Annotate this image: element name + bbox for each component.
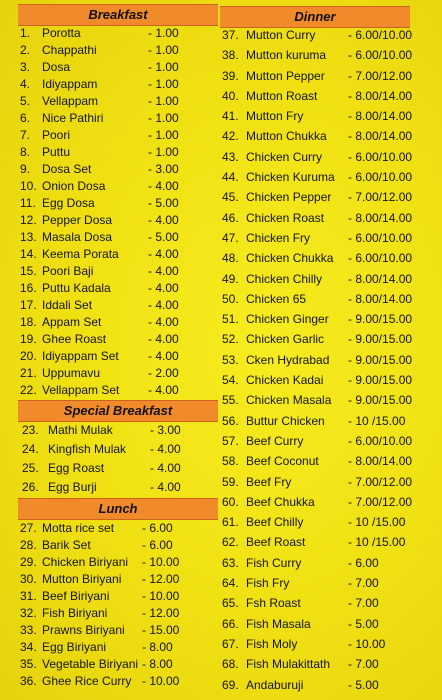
menu-item-number: 69. <box>222 677 239 692</box>
menu-item-price: - 7.00/12.00 <box>348 474 413 489</box>
menu-item-number: 33. <box>20 623 37 637</box>
menu-item-name: Puttu Kadala <box>42 281 111 295</box>
menu-item <box>20 110 216 127</box>
menu-item-name: Vellappam Set <box>42 383 120 397</box>
menu-item-number: 1. <box>20 26 31 40</box>
menu-item-name: Beef Curry <box>246 433 304 448</box>
menu-item-name: Chicken Fry <box>246 230 311 245</box>
menu-item-price: - 7.00/12.00 <box>348 494 413 509</box>
menu-item-name: Chicken Kadai <box>246 373 324 388</box>
menu-item-price: - 7.00/12.00 <box>348 190 413 205</box>
menu-item-number: 49. <box>222 271 239 286</box>
menu-item-price: - 10.00 <box>142 674 180 688</box>
menu-item-price: - 1.00 <box>148 145 179 159</box>
menu-item-price: - 8.00/14.00 <box>348 291 413 306</box>
menu-item-price: - 5.00 <box>148 230 179 244</box>
menu-item-name: Masala Dosa <box>42 230 113 244</box>
menu-item-name: Prawns Biriyani <box>42 623 125 637</box>
menu-item-price: - 7.00 <box>348 576 379 591</box>
menu-item <box>20 297 216 314</box>
menu-item <box>222 187 438 207</box>
menu-item <box>222 86 438 106</box>
menu-item-price: - 8.00/14.00 <box>348 88 413 103</box>
menu-item-number: 23. <box>22 423 39 437</box>
menu-item-name: Beef Fry <box>246 474 292 489</box>
menu-item-name: Chicken Roast <box>246 210 325 225</box>
menu-item-price: - 10.00 <box>142 589 180 603</box>
menu-item-price: - 4.00 <box>148 315 179 329</box>
menu-item-name: Pepper Dosa <box>42 213 113 227</box>
menu-item-price: - 10.00 <box>348 636 386 651</box>
menu-item <box>20 161 216 178</box>
menu-item-number: 43. <box>222 149 239 164</box>
menu-item-number: 54. <box>222 373 239 388</box>
menu-item <box>20 365 216 382</box>
menu-item <box>20 25 216 42</box>
menu-item-price: - 10 /15.00 <box>348 515 406 530</box>
menu-item-number: 22. <box>20 383 37 397</box>
menu-item-price: - 8.00 <box>142 640 173 654</box>
menu-item-price: - 10 /15.00 <box>348 413 406 428</box>
menu-item-price: - 6.00 <box>348 555 379 570</box>
menu-item-name: Chicken Chilly <box>246 271 323 286</box>
menu-item-number: 14. <box>20 247 37 261</box>
menu-item-name: Beef Roast <box>246 535 306 550</box>
menu-item <box>222 269 438 289</box>
menu-item-number: 21. <box>20 366 37 380</box>
menu-item-price: - 4.00 <box>148 281 179 295</box>
menu-item <box>20 280 216 297</box>
menu-item-name: Egg Burji <box>48 480 97 494</box>
menu-item <box>20 554 216 571</box>
menu-item-name: Egg Roast <box>48 461 105 475</box>
menu-item <box>222 593 438 613</box>
menu-item <box>222 350 438 370</box>
menu-item-number: 66. <box>222 616 239 631</box>
menu-item-price: - 1.00 <box>148 94 179 108</box>
menu-item <box>222 634 438 654</box>
menu-item <box>222 66 438 86</box>
menu-item-price: - 7.00 <box>348 657 379 672</box>
menu-item-price: - 6.00 <box>142 538 173 552</box>
menu-item-number: 5. <box>20 94 31 108</box>
menu-item <box>222 553 438 573</box>
menu-item-number: 56. <box>222 413 239 428</box>
menu-item-name: Mutton Pepper <box>246 68 325 83</box>
menu-item-price: - 6.00/10.00 <box>348 230 413 245</box>
menu-item-number: 48. <box>222 251 239 266</box>
menu-item-number: 50. <box>222 291 239 306</box>
menu-item <box>222 208 438 228</box>
menu-item-name: Egg Dosa <box>42 196 95 210</box>
menu-item-number: 16. <box>20 281 37 295</box>
menu-item-number: 30. <box>20 572 37 586</box>
menu-item <box>222 106 438 126</box>
menu-item-number: 2. <box>20 43 31 57</box>
menu-item-price: - 4.00 <box>148 247 179 261</box>
menu-item-number: 61. <box>222 515 239 530</box>
menu-item-name: Fish Masala <box>246 616 311 631</box>
menu-item-price: - 9.00/15.00 <box>348 373 413 388</box>
menu-item-number: 26. <box>22 480 39 494</box>
menu-item-price: - 5.00 <box>348 616 379 631</box>
menu-item-name: Kingfish Mulak <box>48 442 127 456</box>
menu-item-name: Ghee Rice Curry <box>42 674 132 688</box>
menu-item-price: - 9.00/15.00 <box>348 312 413 327</box>
menu-item <box>20 144 216 161</box>
menu-item-price: - 6.00/10.00 <box>348 433 413 448</box>
menu-item <box>22 478 216 497</box>
menu-item-number: 62. <box>222 535 239 550</box>
menu-item-number: 10. <box>20 179 37 193</box>
menu-item-name: Fish Curry <box>246 555 302 570</box>
menu-item-name: Cken Hydrabad <box>246 352 330 367</box>
menu-item <box>222 614 438 634</box>
special-breakfast-list <box>22 421 216 497</box>
menu-item-number: 8. <box>20 145 31 159</box>
menu-item <box>222 411 438 431</box>
menu-item <box>20 246 216 263</box>
menu-item <box>20 42 216 59</box>
menu-item-number: 35. <box>20 657 37 671</box>
menu-item <box>20 59 216 76</box>
menu-item <box>222 512 438 532</box>
menu-item-name: Barik Set <box>42 538 91 552</box>
menu-item <box>222 431 438 451</box>
menu-item <box>22 440 216 459</box>
menu-item-number: 18. <box>20 315 37 329</box>
menu-item-number: 47. <box>222 230 239 245</box>
menu-item <box>20 571 216 588</box>
menu-item-price: - 1.00 <box>148 26 179 40</box>
menu-item-price: - 4.00 <box>150 461 181 475</box>
menu-item-number: 42. <box>222 129 239 144</box>
menu-item-number: 41. <box>222 109 239 124</box>
menu-item-number: 39. <box>222 68 239 83</box>
lunch-list <box>20 520 216 690</box>
menu-item-price: - 4.00 <box>148 332 179 346</box>
menu-item-price: - 9.00/15.00 <box>348 332 413 347</box>
menu-item-name: Chappathi <box>42 43 97 57</box>
menu-item <box>20 605 216 622</box>
menu-item-price: - 4.00 <box>148 298 179 312</box>
menu-item-number: 55. <box>222 393 239 408</box>
menu-item-number: 20. <box>20 349 37 363</box>
menu-item-number: 51. <box>222 312 239 327</box>
menu-item-name: Andaburuji <box>246 677 304 692</box>
menu-item <box>20 229 216 246</box>
menu-item-name: Motta rice set <box>42 521 115 535</box>
menu-item <box>20 127 216 144</box>
menu-item-price: - 6.00/10.00 <box>348 48 413 63</box>
menu-item-price: - 5.00 <box>148 196 179 210</box>
menu-item-price: - 8.00/14.00 <box>348 271 413 286</box>
menu-item-number: 46. <box>222 210 239 225</box>
special-breakfast-header: Special Breakfast <box>18 400 218 422</box>
menu-item-price: - 8.00/14.00 <box>348 129 413 144</box>
menu-item-name: Chicken Chukka <box>246 251 334 266</box>
menu-item-name: Chicken Pepper <box>246 190 332 205</box>
menu-item-name: Fsh Roast <box>246 596 301 611</box>
menu-item <box>222 370 438 390</box>
menu-item-name: Beef Chukka <box>246 494 315 509</box>
menu-item <box>20 348 216 365</box>
menu-item <box>222 390 438 410</box>
menu-item-name: Chicken Kuruma <box>246 170 335 185</box>
menu-item-price: - 4.00 <box>148 383 179 397</box>
menu-item-price: - 8.00/14.00 <box>348 454 413 469</box>
menu-item-price: - 1.00 <box>148 77 179 91</box>
menu-item-number: 3. <box>20 60 31 74</box>
menu-item-name: Mathi Mulak <box>48 423 113 437</box>
menu-item-name: Dosa Set <box>42 162 92 176</box>
menu-item-name: Ghee Roast <box>42 332 107 346</box>
menu-item-number: 24. <box>22 442 39 456</box>
menu-item-number: 4. <box>20 77 31 91</box>
menu-item-price: - 6.00 <box>142 521 173 535</box>
menu-item-price: - 4.00 <box>150 442 181 456</box>
menu-item-number: 19. <box>20 332 37 346</box>
menu-item <box>20 673 216 690</box>
menu-item <box>222 451 438 471</box>
menu-item-name: Idiyappam <box>42 77 98 91</box>
menu-item-name: Mutton Chukka <box>246 129 327 144</box>
menu-item-name: Beef Chilly <box>246 515 304 530</box>
menu-item-number: 44. <box>222 170 239 185</box>
menu-item <box>222 675 438 695</box>
menu-item-number: 38. <box>222 48 239 63</box>
menu-item <box>222 309 438 329</box>
menu-item-name: Chicken Curry <box>246 149 323 164</box>
menu-item-name: Uppumavu <box>42 366 101 380</box>
menu-item <box>222 472 438 492</box>
menu-item-number: 59. <box>222 474 239 489</box>
menu-item-number: 64. <box>222 576 239 591</box>
menu-item-price: - 7.00/12.00 <box>348 68 413 83</box>
menu-item-price: - 9.00/15.00 <box>348 352 413 367</box>
menu-item-number: 45. <box>222 190 239 205</box>
menu-item <box>20 93 216 110</box>
menu-item-name: Poori Baji <box>42 264 94 278</box>
menu-item-name: Vegetable Biriyani <box>42 657 139 671</box>
menu-item-number: 13. <box>20 230 37 244</box>
menu-item-name: Vellappam <box>42 94 99 108</box>
menu-item-number: 34. <box>20 640 37 654</box>
menu-item-price: - 3.00 <box>150 423 181 437</box>
menu-item-name: Iddali Set <box>42 298 93 312</box>
menu-item <box>20 212 216 229</box>
menu-item-price: - 8.00 <box>142 657 173 671</box>
lunch-header: Lunch <box>18 498 218 520</box>
menu-item-name: Mutton Biriyani <box>42 572 122 586</box>
dinner-list <box>222 25 438 695</box>
menu-item <box>222 492 438 512</box>
breakfast-header: Breakfast <box>18 4 218 26</box>
menu-item <box>22 459 216 478</box>
menu-item <box>20 178 216 195</box>
menu-item-number: 60. <box>222 494 239 509</box>
menu-item-number: 63. <box>222 555 239 570</box>
menu-item <box>222 248 438 268</box>
menu-item-price: - 15.00 <box>142 623 180 637</box>
menu-item-price: - 4.00 <box>148 349 179 363</box>
menu-item <box>20 382 216 399</box>
menu-item-number: 15. <box>20 264 37 278</box>
menu-item-name: Chicken 65 <box>246 291 307 306</box>
menu-item <box>20 195 216 212</box>
menu-item-price: - 1.00 <box>148 128 179 142</box>
menu-item-price: - 3.00 <box>148 162 179 176</box>
menu-item-number: 40. <box>222 88 239 103</box>
menu-item-number: 36. <box>20 674 37 688</box>
menu-item-price: - 1.00 <box>148 111 179 125</box>
menu-item <box>20 537 216 554</box>
menu-item <box>20 263 216 280</box>
menu-item <box>22 421 216 440</box>
menu-item-number: 28. <box>20 538 37 552</box>
menu-item-number: 32. <box>20 606 37 620</box>
menu-item <box>222 289 438 309</box>
left-column <box>0 0 218 700</box>
menu-item-name: Beef Biriyani <box>42 589 110 603</box>
menu-item-number: 53. <box>222 352 239 367</box>
menu-item-number: 31. <box>20 589 37 603</box>
menu-item-name: Idiyappam Set <box>42 349 119 363</box>
menu-item-price: - 8.00/14.00 <box>348 210 413 225</box>
menu-item-name: Fish Mulakittath <box>246 657 331 672</box>
menu-item-name: Fish Moly <box>246 636 298 651</box>
menu-item <box>20 520 216 537</box>
menu-item-price: - 6.00/10.00 <box>348 170 413 185</box>
menu-item-name: Puttu <box>42 145 71 159</box>
menu-item-price: - 12.00 <box>142 606 180 620</box>
menu-item-name: Mutton Fry <box>246 109 304 124</box>
menu-item-price: - 2.00 <box>148 366 179 380</box>
menu-item-name: Fish Biriyani <box>42 606 108 620</box>
menu-item-number: 7. <box>20 128 31 142</box>
menu-item-price: - 4.00 <box>148 213 179 227</box>
menu-item <box>20 639 216 656</box>
menu-item-price: - 4.00 <box>150 480 181 494</box>
menu-item <box>222 126 438 146</box>
menu-item <box>222 228 438 248</box>
menu-item-number: 68. <box>222 657 239 672</box>
menu-item-name: Porotta <box>42 26 81 40</box>
menu-item-price: - 4.00 <box>148 264 179 278</box>
menu-item-number: 52. <box>222 332 239 347</box>
menu-item-price: - 8.00/14.00 <box>348 109 413 124</box>
menu-item-number: 57. <box>222 433 239 448</box>
menu-item <box>20 76 216 93</box>
right-column <box>218 0 442 700</box>
menu-item-number: 67. <box>222 636 239 651</box>
menu-item-name: Fish Fry <box>246 576 290 591</box>
menu-item-price: - 6.00/10.00 <box>348 251 413 266</box>
menu-item-name: Mutton Curry <box>246 28 316 42</box>
menu-item-number: 17. <box>20 298 37 312</box>
menu-item-name: Egg Biriyani <box>42 640 107 654</box>
menu-item-name: Buttur Chicken <box>246 413 325 428</box>
menu-item-name: Appam Set <box>42 315 102 329</box>
menu-item-number: 58. <box>222 454 239 469</box>
menu-item <box>20 314 216 331</box>
menu-item-number: 6. <box>20 111 31 125</box>
menu-item-name: Chicken Ginger <box>246 312 329 327</box>
menu-item-number: 11. <box>20 196 36 210</box>
menu-item <box>222 573 438 593</box>
menu-item-price: - 1.00 <box>148 60 179 74</box>
menu-item <box>20 622 216 639</box>
menu-item-number: 65. <box>222 596 239 611</box>
menu-item <box>222 167 438 187</box>
menu-item-name: Mutton Roast <box>246 88 318 103</box>
breakfast-list <box>20 25 216 399</box>
menu-item-number: 37. <box>222 28 239 42</box>
menu-item <box>20 588 216 605</box>
menu-item-number: 9. <box>20 162 31 176</box>
menu-item-name: Dosa <box>42 60 71 74</box>
dinner-header: Dinner <box>220 6 410 28</box>
menu-item-price: - 10 /15.00 <box>348 535 406 550</box>
menu-item-price: - 6.00/10.00 <box>348 149 413 164</box>
menu-item-name: Chicken Masala <box>246 393 332 408</box>
menu-item-name: Keema Porata <box>42 247 119 261</box>
menu-item-number: 25. <box>22 461 39 475</box>
menu-item <box>222 147 438 167</box>
menu-item <box>222 532 438 552</box>
menu-item-name: Beef Coconut <box>246 454 319 469</box>
menu-item <box>222 654 438 674</box>
menu-item-name: Onion Dosa <box>42 179 106 193</box>
menu-item <box>20 331 216 348</box>
menu-item-number: 27. <box>20 521 37 535</box>
menu-item-name: Mutton kuruma <box>246 48 327 63</box>
menu-item <box>222 25 438 45</box>
menu-item-price: - 4.00 <box>148 179 179 193</box>
menu-item-price: - 1.00 <box>148 43 179 57</box>
menu-item <box>222 45 438 65</box>
menu-item <box>20 656 216 673</box>
menu-item-name: Chicken Garlic <box>246 332 325 347</box>
menu-item-number: 12. <box>20 213 37 227</box>
menu-item-price: - 5.00 <box>348 677 379 692</box>
menu-item-price: - 7.00 <box>348 596 379 611</box>
menu-item-name: Chicken Biriyani <box>42 555 129 569</box>
menu-item-price: - 6.00/10.00 <box>348 28 413 42</box>
menu-item-price: - 12.00 <box>142 572 180 586</box>
menu-item-name: Nice Pathiri <box>42 111 104 125</box>
menu-item-number: 29. <box>20 555 37 569</box>
menu-item-name: Poori <box>42 128 71 142</box>
menu-item <box>222 329 438 349</box>
menu-item-price: - 10.00 <box>142 555 180 569</box>
menu-item-price: - 9.00/15.00 <box>348 393 413 408</box>
